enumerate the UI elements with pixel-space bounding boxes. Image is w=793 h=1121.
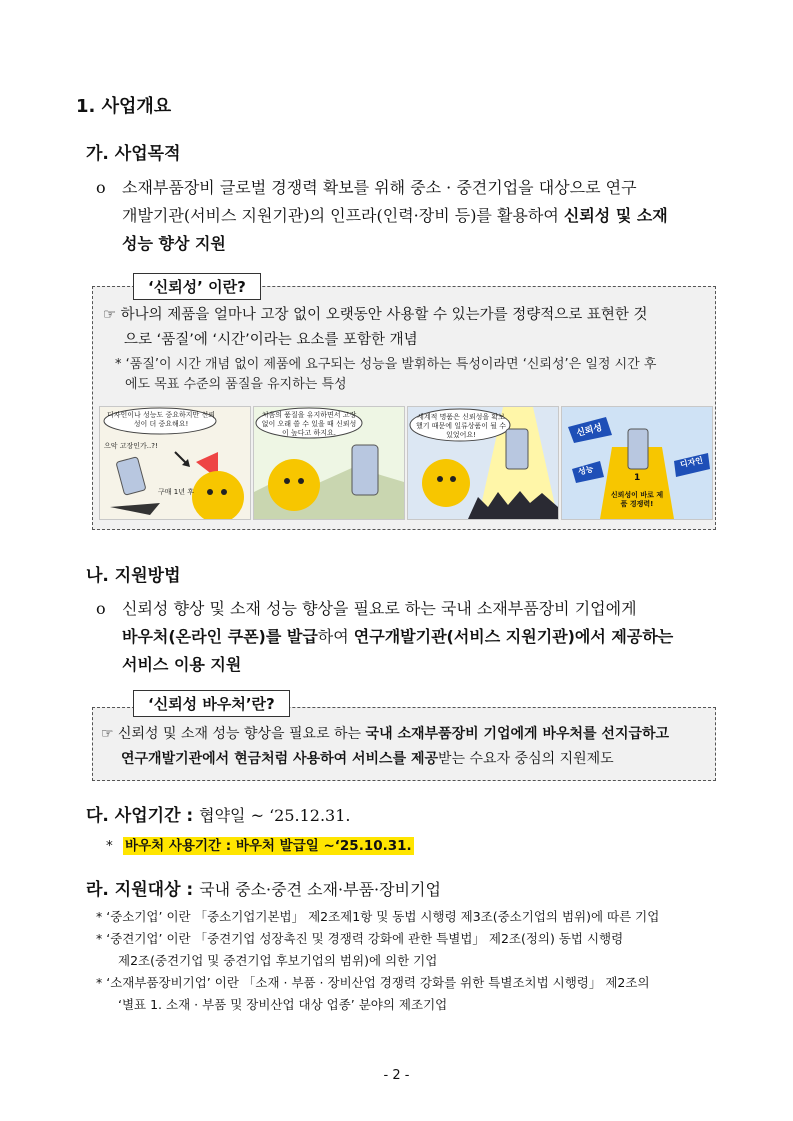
note-star: * bbox=[106, 838, 113, 854]
voucher-line-1: ☞ 신뢰성 및 소재 성능 향상을 필요로 하는 bbox=[101, 726, 366, 742]
heading-purpose: 가. 사업목적 bbox=[86, 144, 181, 164]
definition-note-2: 에도 목표 수준의 품질을 유지하는 특성 bbox=[125, 377, 347, 392]
method-line-3-bold: 서비스 이용 지원 bbox=[122, 655, 242, 674]
purpose-line-2: 개발기관(서비스 지원기관)의 인프라(인력·장비 등)를 활용하여 bbox=[122, 206, 564, 225]
period-line bbox=[86, 801, 351, 826]
target-note-3-cont: ‘별표 1. 소재 · 부품 및 장비산업 대상 업종’ 분야의 제조기업 bbox=[118, 997, 448, 1012]
target-note-2: * ‘중견기업’ 이란 「중견기업 성장촉진 및 경쟁력 강화에 관한 특별법」 제2조(정의) 동법 시행령 bbox=[96, 931, 624, 946]
bullet-marker: o bbox=[96, 178, 106, 197]
reliability-tag: ‘신뢰성’ 이란? bbox=[133, 273, 261, 300]
target-notes bbox=[96, 906, 726, 1016]
voucher-tag: ‘신뢰성 바우처’란? bbox=[133, 690, 290, 717]
panel4-caption: 신뢰성이 바로 제품 경쟁력! bbox=[610, 491, 664, 508]
comic-panel-1 bbox=[99, 406, 251, 520]
target-note-3: * ‘소재부품장비기업’ 이란 「소재 · 부품 · 장비산업 경쟁력 강화를 위한 특별조치법 시행령」 제2조의 bbox=[96, 975, 650, 990]
panel4-rank: 1 bbox=[634, 473, 641, 483]
purpose-line-1: 소재부품장비 글로벌 경쟁력 확보를 위해 중소 · 중견기업을 대상으로 연구 bbox=[122, 178, 637, 197]
panel4-right-label: 디자인 bbox=[679, 455, 704, 470]
method-paragraph bbox=[96, 595, 736, 679]
section-title: 1. 사업개요 bbox=[76, 96, 172, 117]
target-value: 국내 중소·중견 소재·부품·장비기업 bbox=[199, 880, 441, 899]
voucher-period-highlight: 바우처 사용기간 : 바우처 발급일 ~‘25.10.31. bbox=[125, 838, 412, 854]
bullet-marker: o bbox=[96, 599, 106, 618]
panel1-bubble: 디자인이나 성능도 중요하지만 신뢰성이 더 중요해요! bbox=[106, 411, 216, 428]
panel3-bubble: 세계적 명품은 신뢰성을 확보했기 때문에 일류상품이 될 수 있었어요! bbox=[415, 413, 507, 439]
comic-panel-2 bbox=[253, 406, 405, 520]
definition-line-1: ☞ 하나의 제품을 얼마나 고장 없이 오랫동안 사용할 수 있는가를 정량적으로 표현한 것 bbox=[103, 307, 648, 323]
period-value: 협약일 ~ ‘25.12.31. bbox=[199, 806, 351, 825]
definition-note-1: * ‘품질’이 시간 개념 없이 제품에 요구되는 성능을 발휘하는 특성이라면 ‘신뢰성’은 일정 시간 후 bbox=[115, 357, 657, 372]
panel4-left-label: 성능 bbox=[577, 464, 595, 477]
method-line-1: 신뢰성 향상 및 소재 성능 향상을 필요로 하는 국내 소재부품장비 기업에게 bbox=[122, 599, 637, 618]
comic-panel-3 bbox=[407, 406, 559, 520]
heading-period: 다. 사업기간 : bbox=[86, 806, 200, 826]
definition-line-2: 으로 ‘품질’에 ‘시간’이라는 요소를 포함한 개념 bbox=[124, 332, 418, 348]
panel1-small-text: 으악 고장인가..?! bbox=[104, 442, 158, 450]
voucher-period-note bbox=[106, 834, 414, 854]
method-line-2-bold-a: 바우처(온라인 쿠폰)를 발급 bbox=[122, 627, 318, 646]
panel4-top-label: 신뢰성 bbox=[575, 422, 604, 439]
target-line bbox=[86, 875, 441, 900]
purpose-line-3-bold: 성능 향상 지원 bbox=[122, 234, 226, 253]
page-number: - 2 - bbox=[383, 1068, 410, 1083]
purpose-paragraph bbox=[96, 174, 736, 258]
method-line-2-mid: 하여 bbox=[317, 627, 354, 646]
target-note-2-cont: 제2조(중견기업 및 중견기업 후보기업의 범위)에 의한 기업 bbox=[118, 953, 438, 968]
voucher-line-2: 받는 수요자 중심의 지원제도 bbox=[438, 751, 614, 767]
panel1-footer-text: 구매 1년 후 bbox=[158, 488, 194, 496]
voucher-line-1-bold: 국내 소재부품장비 기업에게 바우처를 선지급하고 bbox=[365, 726, 670, 742]
method-line-2-bold-b: 연구개발기관(서비스 지원기관)에서 제공하는 bbox=[353, 627, 674, 646]
panel2-bubble: 처음의 품질을 유지하면서 고장없이 오래 쓸 수 있을 때 신뢰성이 높다고 하지요. bbox=[261, 411, 357, 437]
voucher-definition-box bbox=[92, 707, 716, 781]
target-note-1: * ‘중소기업’ 이란 「중소기업기본법」 제2조제1항 및 동법 시행령 제3조(중소기업의 범위)에 따른 기업 bbox=[96, 909, 660, 924]
heading-target: 라. 지원대상 : bbox=[86, 880, 200, 900]
comic-panel-4 bbox=[561, 406, 713, 520]
heading-method: 나. 지원방법 bbox=[86, 566, 181, 586]
purpose-line-2-bold: 신뢰성 및 소재 bbox=[563, 206, 668, 225]
voucher-line-2-bold: 연구개발기관에서 현금처럼 사용하여 서비스를 제공 bbox=[121, 751, 439, 767]
